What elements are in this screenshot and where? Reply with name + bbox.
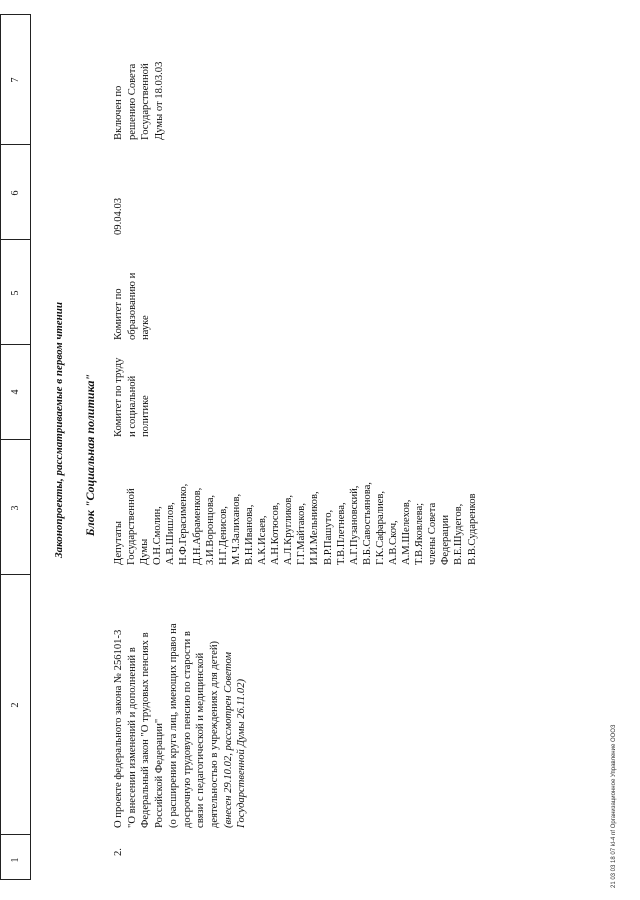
- author-line: Государственной: [126, 488, 138, 565]
- description-line: досрочную трудовую пенсию по старости в: [181, 631, 193, 828]
- co-committee-line: Комитет по: [113, 288, 124, 340]
- description-line: деятельностью в учреждениях для детей): [208, 640, 220, 828]
- author-line: А.М.Шелехов,: [401, 499, 413, 565]
- description-line: Федеральный закон "О трудовых пенсиях в: [140, 632, 152, 828]
- description-line: О проекте федерального закона № 256101-3: [113, 629, 124, 828]
- author-line: В.В.Сударенков: [466, 493, 478, 565]
- description-note-line: (внесен 29.10.02, рассмотрен Советом: [222, 652, 234, 828]
- committee-line: Комитет по труду: [113, 357, 124, 437]
- author-line: Г.К.Сафаралиев,: [374, 490, 386, 565]
- author-line: В.Е.Шудегов,: [453, 503, 465, 565]
- row-committee: [112, 358, 153, 437]
- author-line: Т.В.Плетнева,: [335, 502, 347, 565]
- author-line: А.Н.Котюсов,: [270, 502, 282, 565]
- author-line: И.И.Мельников,: [309, 491, 321, 565]
- description-line: Российской Федерации": [154, 718, 166, 828]
- row-authors: [112, 482, 479, 565]
- author-line: А.К.Исаев,: [257, 515, 269, 565]
- footer-stamp: 21 03 03 18 07 kl-4 nf Организационное Управление ООО3: [611, 724, 617, 888]
- author-line: М.Ч.Залиханов,: [230, 493, 242, 565]
- committee-line: политике: [140, 395, 152, 437]
- description-line: (о расширении круга лиц, имеющих право на: [167, 623, 179, 828]
- author-line: Федерации: [440, 514, 452, 565]
- description-line: связи с педагогической и медицинской: [195, 652, 207, 828]
- author-line: Думы: [139, 538, 151, 565]
- section-heading: Законопроекты, рассматриваемые в первом чтении: [53, 302, 65, 558]
- author-line: В.Н.Иванова,: [243, 504, 255, 565]
- co-committee-line: образованию и: [126, 272, 138, 340]
- column-number-7: 7: [10, 77, 21, 83]
- row-note: [112, 62, 167, 140]
- author-line: Д.Н.Абраменков,: [191, 487, 203, 565]
- author-line: А.В.Скоч,: [387, 520, 399, 565]
- note-line: Включен по: [113, 85, 124, 140]
- co-committee-line: науке: [140, 315, 152, 340]
- author-line: Т.В.Яковлева;: [414, 502, 426, 565]
- author-line: А.В.Шишлов,: [165, 502, 177, 565]
- row-date: 09.04.03: [113, 197, 124, 235]
- column-number-4: 4: [10, 389, 21, 395]
- committee-line: и социальной: [126, 375, 138, 437]
- author-line: А.Л.Кругликов,: [283, 495, 295, 565]
- author-line: В.Б.Савостьянова,: [361, 482, 373, 565]
- row-number: 2.: [113, 848, 124, 856]
- column-number-2: 2: [10, 702, 21, 708]
- column-number-3: 3: [10, 505, 21, 511]
- column-number-1: 1: [10, 857, 21, 863]
- description-note-line: Государственной Думы 26.11.02): [236, 678, 248, 828]
- note-line: Думы от 18.03.03: [154, 61, 166, 140]
- column-number-5: 5: [10, 290, 21, 296]
- note-line: Государственной: [140, 63, 152, 140]
- author-line: Н.Г.Денисов,: [217, 506, 229, 565]
- row-co-committee: [112, 273, 153, 340]
- author-line: Г.Г.Майтаков,: [296, 503, 308, 565]
- row-description: [112, 623, 249, 828]
- description-line: "О внесении изменений и дополнений в: [126, 647, 138, 828]
- column-number-6: 6: [10, 190, 21, 196]
- author-line: В.Р.Пашуто,: [322, 509, 334, 565]
- block-heading: Блок "Социальная политика": [83, 373, 97, 537]
- author-line: О.Н.Смолин,: [152, 506, 164, 565]
- author-line: З.И.Воронцова,: [204, 494, 216, 565]
- author-line: Н.Ф.Герасименко,: [178, 483, 190, 565]
- author-line: А.Г.Пузановский,: [348, 485, 360, 565]
- note-line: решению Совета: [126, 63, 138, 140]
- author-line: Депутаты: [113, 521, 124, 565]
- author-line: члены Совета: [427, 502, 439, 565]
